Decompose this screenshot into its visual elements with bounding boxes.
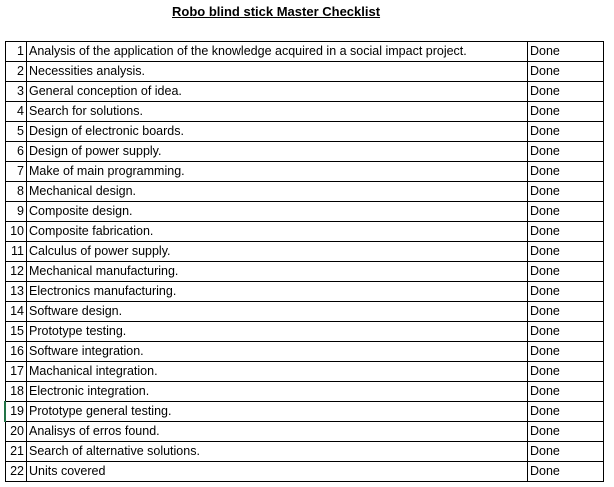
task-cell[interactable]: Composite design. bbox=[27, 202, 528, 222]
status-cell[interactable]: Done bbox=[528, 382, 604, 402]
task-cell[interactable]: Mechanical design. bbox=[27, 182, 528, 202]
status-cell[interactable]: Done bbox=[528, 222, 604, 242]
task-cell[interactable]: Electronics manufacturing. bbox=[27, 282, 528, 302]
status-cell[interactable]: Done bbox=[528, 442, 604, 462]
status-cell[interactable]: Done bbox=[528, 62, 604, 82]
table-row[interactable] bbox=[5, 462, 604, 482]
row-number[interactable]: 2 bbox=[5, 62, 27, 82]
row-number[interactable]: 12 bbox=[5, 262, 27, 282]
table-row[interactable] bbox=[5, 62, 604, 82]
status-cell[interactable]: Done bbox=[528, 122, 604, 142]
row-number[interactable]: 20 bbox=[5, 422, 27, 442]
row-number[interactable]: 3 bbox=[5, 82, 27, 102]
table-row[interactable] bbox=[5, 402, 604, 422]
row-number[interactable]: 11 bbox=[5, 242, 27, 262]
status-cell[interactable]: Done bbox=[528, 162, 604, 182]
table-row[interactable] bbox=[5, 122, 604, 142]
task-cell[interactable]: Units covered bbox=[27, 462, 528, 482]
row-number[interactable]: 9 bbox=[5, 202, 27, 222]
table-row[interactable] bbox=[5, 302, 604, 322]
row-number[interactable]: 19 bbox=[5, 402, 27, 422]
status-cell[interactable]: Done bbox=[528, 302, 604, 322]
task-cell[interactable]: Software integration. bbox=[27, 342, 528, 362]
status-cell[interactable]: Done bbox=[528, 342, 604, 362]
status-cell[interactable]: Done bbox=[528, 362, 604, 382]
row-number[interactable]: 22 bbox=[5, 462, 27, 482]
status-cell[interactable]: Done bbox=[528, 322, 604, 342]
status-cell[interactable]: Done bbox=[528, 282, 604, 302]
row-number[interactable]: 7 bbox=[5, 162, 27, 182]
table-row[interactable] bbox=[5, 182, 604, 202]
row-number[interactable]: 15 bbox=[5, 322, 27, 342]
row-number[interactable]: 18 bbox=[5, 382, 27, 402]
status-cell[interactable]: Done bbox=[528, 182, 604, 202]
task-cell[interactable]: Software design. bbox=[27, 302, 528, 322]
task-cell[interactable]: Prototype general testing. bbox=[27, 402, 528, 422]
row-number[interactable]: 4 bbox=[5, 102, 27, 122]
status-cell[interactable]: Done bbox=[528, 142, 604, 162]
checklist-rows bbox=[5, 42, 604, 482]
status-cell[interactable]: Done bbox=[528, 82, 604, 102]
status-cell[interactable]: Done bbox=[528, 42, 604, 62]
task-cell[interactable]: Design of electronic boards. bbox=[27, 122, 528, 142]
table-row[interactable] bbox=[5, 262, 604, 282]
task-cell[interactable]: Prototype testing. bbox=[27, 322, 528, 342]
row-number[interactable]: 21 bbox=[5, 442, 27, 462]
task-cell[interactable]: Composite fabrication. bbox=[27, 222, 528, 242]
task-cell[interactable]: Electronic integration. bbox=[27, 382, 528, 402]
row-number[interactable]: 5 bbox=[5, 122, 27, 142]
row-number[interactable]: 17 bbox=[5, 362, 27, 382]
task-cell[interactable]: Analysis of the application of the knowledge acquired in a social impact project. bbox=[27, 42, 528, 62]
table-row[interactable] bbox=[5, 422, 604, 442]
table-row[interactable] bbox=[5, 242, 604, 262]
task-cell[interactable]: Analisys of erros found. bbox=[27, 422, 528, 442]
table-row[interactable] bbox=[5, 162, 604, 182]
task-cell[interactable]: Design of power supply. bbox=[27, 142, 528, 162]
status-cell[interactable]: Done bbox=[528, 262, 604, 282]
row-number[interactable]: 13 bbox=[5, 282, 27, 302]
task-cell[interactable]: Search for solutions. bbox=[27, 102, 528, 122]
table-row[interactable] bbox=[5, 222, 604, 242]
status-cell[interactable]: Done bbox=[528, 202, 604, 222]
status-cell[interactable]: Done bbox=[528, 102, 604, 122]
checklist-table bbox=[4, 41, 604, 482]
table-row[interactable] bbox=[5, 382, 604, 402]
task-cell[interactable]: General conception of idea. bbox=[27, 82, 528, 102]
row-number[interactable]: 16 bbox=[5, 342, 27, 362]
task-cell[interactable]: Search of alternative solutions. bbox=[27, 442, 528, 462]
table-row[interactable] bbox=[5, 102, 604, 122]
row-number[interactable]: 6 bbox=[5, 142, 27, 162]
task-cell[interactable]: Necessities analysis. bbox=[27, 62, 528, 82]
table-row[interactable] bbox=[5, 142, 604, 162]
table-row[interactable] bbox=[5, 322, 604, 342]
status-cell[interactable]: Done bbox=[528, 402, 604, 422]
table-row[interactable] bbox=[5, 342, 604, 362]
status-cell[interactable]: Done bbox=[528, 422, 604, 442]
table-row[interactable] bbox=[5, 202, 604, 222]
task-cell[interactable]: Mechanical manufacturing. bbox=[27, 262, 528, 282]
status-cell[interactable]: Done bbox=[528, 462, 604, 482]
task-cell[interactable]: Machanical integration. bbox=[27, 362, 528, 382]
row-number[interactable]: 10 bbox=[5, 222, 27, 242]
row-number[interactable]: 8 bbox=[5, 182, 27, 202]
table-row[interactable] bbox=[5, 82, 604, 102]
table-row[interactable] bbox=[5, 42, 604, 62]
checklist-title: Robo blind stick Master Checklist bbox=[172, 4, 381, 19]
status-cell[interactable]: Done bbox=[528, 242, 604, 262]
row-number[interactable]: 14 bbox=[5, 302, 27, 322]
task-cell[interactable]: Make of main programming. bbox=[27, 162, 528, 182]
row-number[interactable]: 1 bbox=[5, 42, 27, 62]
table-row[interactable] bbox=[5, 282, 604, 302]
task-cell[interactable]: Calculus of power supply. bbox=[27, 242, 528, 262]
table-row[interactable] bbox=[5, 442, 604, 462]
table-row[interactable] bbox=[5, 362, 604, 382]
